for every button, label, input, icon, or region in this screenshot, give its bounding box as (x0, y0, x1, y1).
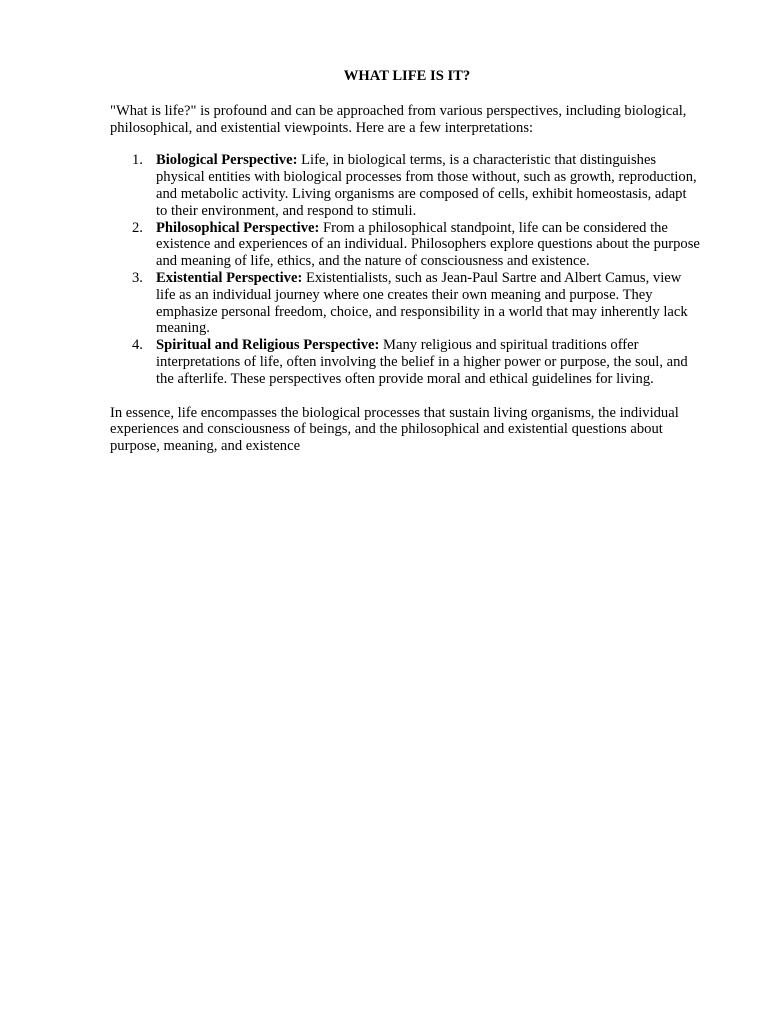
conclusion-paragraph: In essence, life encompasses the biological processes that sustain living organisms, the individual experiences and consciousness of beings, and the philosophical and existential questions about purpose, meaning, and existence (110, 404, 679, 455)
list-item (132, 269, 700, 337)
list-item (132, 337, 700, 387)
list-item-text: Life, in biological terms, is a characteristic that distinguishes physical entities with biological processes from those without, such as growth, reproduction, and metabolic activity. Living organisms are composed of cells, exhibit homeostasis, adapt to their environment, and respond to stimuli. (156, 152, 697, 219)
list-item (132, 152, 700, 219)
list-item-text: Many religious and spiritual traditions offer interpretations of life, often involving the belief in a higher power or purpose, the soul, and the afterlife. These perspectives often provide moral and ethical guidelines for living. (156, 337, 688, 387)
list-item-term: Philosophical Perspective: (156, 219, 320, 236)
list-item-number: 1. (132, 152, 143, 169)
list-item-text: Existentialists, such as Jean-Paul Sartre and Albert Camus, view life as an individual journey where one creates their own meaning and purpose. They emphasize personal freedom, choice, and responsibility in a world that may inherently lack meaning. (156, 269, 688, 337)
intro-paragraph: "What is life?" is profound and can be approached from various perspectives, including biological, philosophical, and existential viewpoints. Here are a few interpretations: (110, 102, 687, 136)
list-item-number: 3. (132, 269, 143, 286)
list-item-term: Spiritual and Religious Perspective: (156, 337, 380, 354)
document-title: WHAT LIFE IS IT? (343, 68, 471, 84)
list-item (132, 219, 700, 270)
list-item-number: 4. (132, 337, 143, 354)
perspectives-list (110, 152, 700, 387)
list-item-term: Existential Perspective: (156, 269, 303, 286)
list-item-number: 2. (132, 219, 143, 236)
list-item-text: From a philosophical standpoint, life can be considered the existence and experiences of an individual. Philosophers explore questions about the purpose and meaning of life, ethics, and the nature of consciousness and existence. (156, 219, 700, 270)
document-page (110, 68, 700, 455)
list-item-term: Biological Perspective: (156, 152, 298, 169)
